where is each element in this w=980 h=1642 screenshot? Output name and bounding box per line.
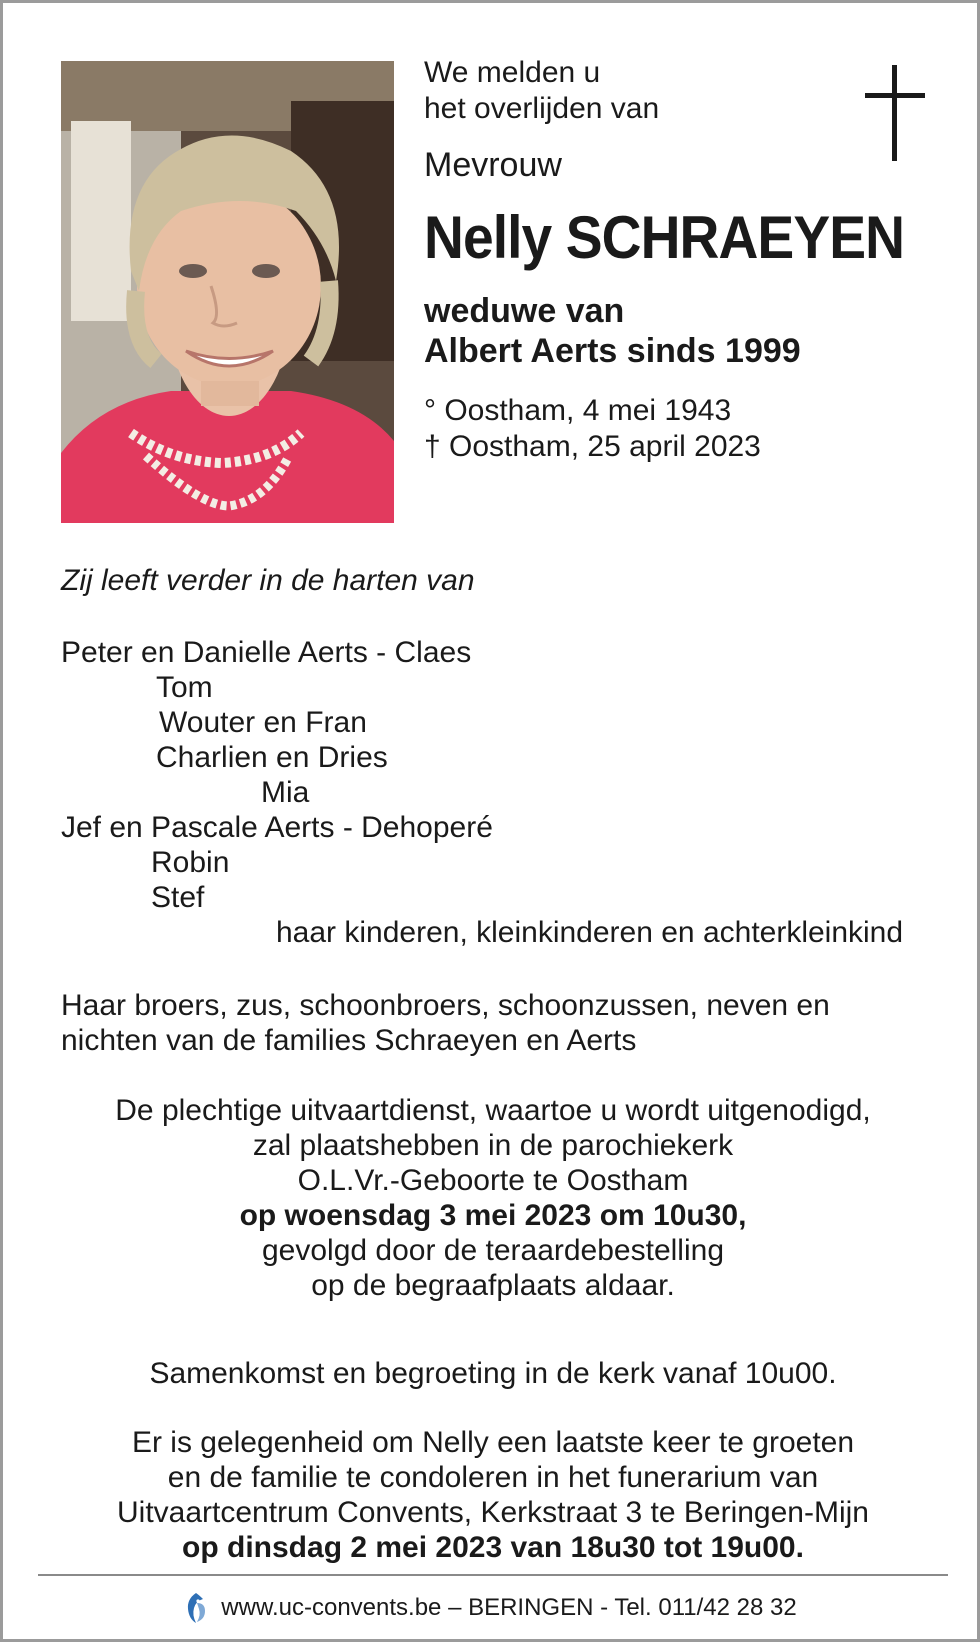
intro-line: het overlijden van (424, 92, 660, 125)
funeral-service (33, 1093, 953, 1303)
visitation-text (33, 1425, 953, 1565)
gathering-text: Samenkomst en begroeting in de kerk vanaf 10u00. (149, 1357, 837, 1390)
footer-divider (38, 1574, 948, 1576)
family-line: Jef en Pascale Aerts - Dehoperé (61, 811, 493, 844)
family-line: Charlien en Dries (156, 741, 388, 774)
portrait-photo (61, 61, 394, 523)
widow-note (424, 291, 924, 371)
dove-logo-icon (183, 1591, 209, 1625)
relatives-line: nichten van de families Schraeyen en Aerts (61, 1024, 637, 1057)
service-line: O.L.Vr.-Geboorte te Oostham (297, 1164, 689, 1197)
footer (3, 1583, 977, 1633)
life-dates (424, 393, 924, 465)
family-line: Wouter en Fran (159, 706, 367, 739)
family-list (61, 635, 931, 950)
lead-text: Zij leeft verder in de harten van (61, 564, 475, 597)
service-line: op de begraafplaats aldaar. (311, 1269, 675, 1302)
family-line: Peter en Danielle Aerts - Claes (61, 636, 472, 669)
visitation-line: Uitvaartcentrum Convents, Kerkstraat 3 te Beringen-Mijn (117, 1496, 869, 1529)
family-line: Robin (151, 846, 230, 879)
relatives-line: Haar broers, zus, schoonbroers, schoonzussen, neven en (61, 989, 830, 1022)
death-date: † Oostham, 25 april 2023 (424, 430, 761, 463)
visitation-line: en de familie te condoleren in het funerarium van (167, 1461, 819, 1494)
birth-date: ° Oostham, 4 mei 1943 (424, 394, 732, 427)
cross-icon (865, 65, 925, 161)
widow-line: weduwe van (424, 292, 625, 330)
intro-text (424, 55, 924, 127)
relatives-text (61, 988, 931, 1058)
footer-contact: www.uc-convents.be – BERINGEN - Tel. 011/42 28 32 (221, 1594, 797, 1621)
family-line: Stef (151, 881, 205, 914)
service-line: gevolgd door de teraardebestelling (262, 1234, 724, 1267)
intro-line: We melden u (424, 56, 601, 89)
honorific: Mevrouw (424, 146, 562, 184)
family-signature: haar kinderen, kleinkinderen en achterkleinkind (276, 916, 904, 949)
service-line: zal plaatshebben in de parochiekerk (252, 1129, 734, 1162)
visitation-line: Er is gelegenheid om Nelly een laatste keer te groeten (131, 1426, 855, 1459)
service-line: De plechtige uitvaartdienst, waartoe u wordt uitgenodigd, (115, 1094, 871, 1127)
visitation-datetime: op dinsdag 2 mei 2023 van 18u30 tot 19u00. (182, 1531, 804, 1564)
deceased-name: Nelly SCHRAEYEN (424, 204, 905, 271)
family-line: Mia (261, 776, 310, 809)
announcement-header (424, 55, 924, 465)
widow-line: Albert Aerts sinds 1999 (424, 332, 801, 370)
service-datetime: op woensdag 3 mei 2023 om 10u30, (239, 1199, 747, 1232)
family-line: Tom (156, 671, 213, 704)
